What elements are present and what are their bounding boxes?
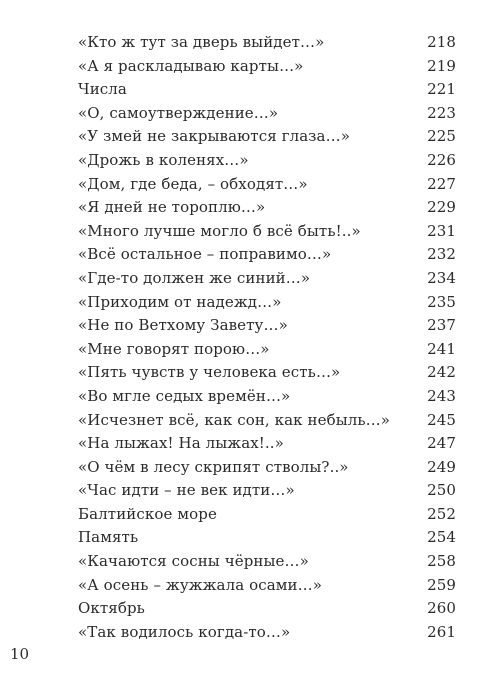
toc-entry-page: 237 xyxy=(427,316,456,335)
toc-entry-page: 229 xyxy=(427,198,456,217)
toc-entry-page: 247 xyxy=(427,434,456,453)
toc-entry-title: «Дрожь в коленях…» xyxy=(78,150,249,169)
toc-entry-page: 225 xyxy=(427,127,456,146)
toc-entry-page: 232 xyxy=(427,245,456,264)
toc-entry-title: «Где-то должен же синий…» xyxy=(78,268,311,287)
toc-entry xyxy=(78,409,456,433)
toc-entry-title: Числа xyxy=(78,80,127,99)
toc-entry-page: 243 xyxy=(427,386,456,405)
toc-entry-title: «Приходим от надежд…» xyxy=(78,292,282,311)
toc-entry xyxy=(78,574,456,598)
table-of-contents xyxy=(78,31,456,644)
toc-entry-page: 226 xyxy=(427,150,456,169)
toc-entry xyxy=(78,338,456,362)
toc-entry xyxy=(78,550,456,574)
toc-entry-title: «Пять чувств у человека есть…» xyxy=(78,363,341,382)
toc-entry-page: 250 xyxy=(427,481,456,500)
toc-entry xyxy=(78,385,456,409)
toc-entry xyxy=(78,597,456,621)
toc-entry xyxy=(78,149,456,173)
toc-entry-title: «Много лучше могло б всё быть!..» xyxy=(78,221,361,240)
toc-entry-page: 223 xyxy=(427,103,456,122)
toc-entry-title: Октябрь xyxy=(78,599,145,618)
toc-entry xyxy=(78,125,456,149)
toc-entry xyxy=(78,55,456,79)
page-number: 10 xyxy=(10,645,30,663)
toc-entry-page: 231 xyxy=(427,221,456,240)
toc-entry-page: 254 xyxy=(427,528,456,547)
toc-entry-title: «Не по Ветхому Завету…» xyxy=(78,316,288,335)
toc-entry xyxy=(78,526,456,550)
toc-entry-title: «Исчезнет всё, как сон, как небыль…» xyxy=(78,410,391,429)
toc-entry xyxy=(78,361,456,385)
toc-entry-page: 219 xyxy=(427,56,456,75)
toc-entry-page: 249 xyxy=(427,457,456,476)
toc-entry-title: «У змей не закрываются глаза…» xyxy=(78,127,350,146)
toc-entry-title: «А я раскладываю карты…» xyxy=(78,56,304,75)
toc-entry-page: 260 xyxy=(427,599,456,618)
toc-entry-title: «Кто ж тут за дверь выйдет…» xyxy=(78,33,325,51)
toc-entry-title: «Час идти – не век идти…» xyxy=(78,481,295,500)
toc-entry xyxy=(78,621,456,645)
toc-entry-page: 227 xyxy=(427,174,456,193)
toc-entry xyxy=(78,196,456,220)
toc-entry xyxy=(78,220,456,244)
toc-entry-title: «Мне говорят порою…» xyxy=(78,339,270,358)
toc-entry xyxy=(78,432,456,456)
toc-entry xyxy=(78,503,456,527)
toc-entry xyxy=(78,479,456,503)
toc-entry xyxy=(78,314,456,338)
toc-entry xyxy=(78,173,456,197)
toc-entry xyxy=(78,243,456,267)
toc-entry-title: «Так водилось когда-то…» xyxy=(78,622,291,641)
toc-entry-page: 218 xyxy=(427,33,456,51)
toc-entry-page: 245 xyxy=(427,410,456,429)
toc-entry-title: «Во мгле седых времён…» xyxy=(78,386,291,405)
toc-entry xyxy=(78,31,456,55)
toc-entry-page: 221 xyxy=(427,80,456,99)
toc-entry xyxy=(78,291,456,315)
toc-entry-title: Балтийское море xyxy=(78,504,217,523)
toc-entry xyxy=(78,78,456,102)
toc-entry-page: 241 xyxy=(427,339,456,358)
toc-entry-title: «Я дней не тороплю…» xyxy=(78,198,266,217)
toc-entry-page: 258 xyxy=(427,552,456,571)
toc-entry xyxy=(78,456,456,480)
toc-entry-title: «Всё остальное – поправимо…» xyxy=(78,245,332,264)
toc-entry-page: 242 xyxy=(427,363,456,382)
toc-entry-page: 261 xyxy=(427,622,456,641)
toc-entry-title: «О чём в лесу скрипят стволы?..» xyxy=(78,457,349,476)
toc-entry-title: Память xyxy=(78,528,139,547)
toc-entry-page: 234 xyxy=(427,268,456,287)
toc-entry-title: «На лыжах! На лыжах!..» xyxy=(78,434,284,453)
toc-entry-title: «Качаются сосны чёрные…» xyxy=(78,552,309,571)
toc-entry-title: «А осень – жужжала осами…» xyxy=(78,575,323,594)
toc-entry-title: «Дом, где беда, – обходят…» xyxy=(78,174,308,193)
toc-entry xyxy=(78,267,456,291)
toc-entry-page: 252 xyxy=(427,504,456,523)
toc-entry xyxy=(78,102,456,126)
toc-entry-page: 235 xyxy=(427,292,456,311)
toc-entry-page: 259 xyxy=(427,575,456,594)
toc-entry-title: «О, самоутверждение…» xyxy=(78,103,279,122)
